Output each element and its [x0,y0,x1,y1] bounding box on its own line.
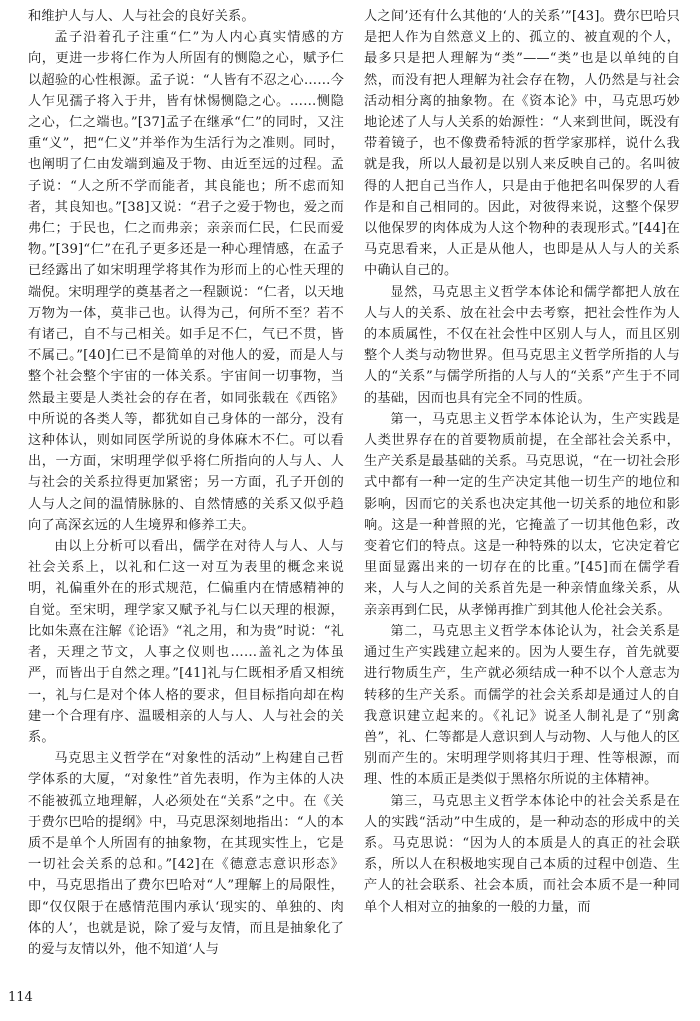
right-paragraph-4: 第二，马克思主义哲学本体论认为，社会关系是通过生产实践建立起来的。因为人要生存，首先就要进行物质生产，生产就必须结成一种不以个人意志为转移的生产关系。而儒学的社会关系却是通过人的自我意识建立起来的。《礼记》说圣人制礼是了“别禽兽”，礼、仁等都是人意识到人与动物、人与他人的区别而产生的。宋明理学则将其归于理、性等根源，而理、性的本质正是类似于黑格尔所说的主体精神。 [364,623,680,788]
right-paragraph-2: 显然，马克思主义哲学本体论和儒学都把人放在人与人的关系、放在社会中去考察，把社会性作为人的本质属性，不仅在社会性中区别人与人，而且区别整个人类与动物世界。但马克思主义哲学所指的人与人的“关系”与儒学所指的人与人的“关系”产生于不同的基础，因而也具有完全不同的性质。 [364,284,680,406]
right-column [364,6,680,918]
left-paragraph-1: 和维护人与人、人与社会的良好关系。 [28,9,255,24]
page-number: 114 [8,990,33,1005]
left-paragraph-3: 由以上分析可以看出，儒学在对待人与人、人与社会关系上，以礼和仁这一对互为表里的概念来说明，礼偏重外在的形式规范，仁偏重内在情感精神的自觉。至宋明，理学家又赋予礼与仁以天理的根源，比如朱熹在注解《论语》“礼之用，和为贵”时说：“礼者，天理之节文，人事之仪则也……盖礼之为体虽严，而皆出于自然之理。”[41]礼与仁既相矛盾又相统一，礼与仁是对个体人格的要求，但目标指向却在构建一个合理有序、温暖相亲的人与人、人与社会的关系。 [28,539,344,745]
right-paragraph-1: 人之间’还有什么其他的‘人的关系’”[43]。费尔巴哈只是把人作为自然意义上的、孤立的、被直观的个人，最多只是把人理解为“类”——“类”也是以单纯的自然，而没有把人理解为社会存在物，人仍然是与社会活动相分离的抽象物。在《资本论》中，马克思巧妙地论述了人与人关系的始源性：“人来到世间，既没有带着镜子，也不像费希特派的哲学家那样，说什么我就是我，所以人最初是以别人来反映自己的。名叫彼得的人把自己当作人，只是由于他把名叫保罗的人看作是和自己相同的。因此，对彼得来说，这整个保罗以他保罗的肉体成为人这个物种的表现形式。”[44]在马克思看来，人正是从他人，也即是从人与人的关系中确认自己的。 [364,9,680,279]
right-paragraph-3: 第一，马克思主义哲学本体论认为，生产实践是人类世界存在的首要物质前提，在全部社会关系中，生产关系是最基础的关系。马克思说，“在一切社会形式中都有一种一定的生产决定其他一切生产的地位和影响，因而它的关系也决定其他一切关系的地位和影响。这是一种普照的光，它掩盖了一切其他色彩，改变着它们的特点。这是一种特殊的以太，它决定着它里面显露出来的一切存在的比重。”[45]而在儒学看来，人与人之间的关系首先是一种亲情血缘关系，从亲亲再到仁民，从孝悌再推广到其他人伦社会关系。 [364,411,680,618]
left-paragraph-2: 孟子沿着孔子注重“仁”为人内心真实情感的方向，更进一步将仁作为人所固有的恻隐之心，赋予仁以超验的心性根源。孟子说：“人皆有不忍之心……今人乍见孺子将入于井，皆有怵惕恻隐之心。……恻隐之心，仁之端也。”[37]孟子在继承“仁”的同时，又注重“义”，把“仁义”并举作为生活行为之准则。同时，也阐明了仁由发端到遍及于物、由近至远的过程。孟子说：“人之所不学而能者，其良能也；所不虑而知者，其良知也。”[38]又说：“君子之爱于物也，爱之而弗仁；于民也，仁之而弗亲；亲亲而仁民，仁民而爱物。”[39]“仁”在孔子更多还是一种心理情感，在孟子已经露出了如宋明理学将其作为形而上的心性天理的端倪。宋明理学的奠基者之一程颢说：“仁者，以天地万物为一体，莫非己也。认得为己，何所不至？若不有诸己，自不与己相关。如手足不仁，气已不贯，皆不属己。”[40]仁已不是简单的对他人的爱，而是人与整个社会整个宇宙的一体关系。宇宙间一切事物，当然最主要是人类社会的存在者，如同张载在《西铭》中所说的各类人等，都犹如自己身体的一部分，没有这种体认，则如同医学所说的身体麻木不仁。可以看出，一方面，宋明理学似乎将仁所指向的人与人、人与社会的关系拉得更加紧密；另一方面，孔子开创的人与人之间的温情脉脉的、自然情感的关系又似乎趋向了高深玄远的人生境界和修养工夫。 [28,30,344,533]
left-paragraph-4: 马克思主义哲学在“对象性的活动”上构建自己哲学体系的大厦，“对象性”首先表明，作为主体的人决不能被孤立地理解，人必须处在“关系”之中。在《关于费尔巴哈的提纲》中，马克思深刻地指出：“人的本质不是单个人所固有的抽象物，在其现实性上，它是一切社会关系的总和。”[42]在《德意志意识形态》中，马克思指出了费尔巴哈对“人”理解上的局限性，即“仅仅限于在感情范围内承认‘现实的、单独的、肉体的人’，也就是说，除了爱与友情，而且是抽象化了的爱与友情以外，他不知道‘人与 [28,751,344,957]
right-paragraph-5: 第三，马克思主义哲学本体论中的社会关系是在人的实践“活动”中生成的，是一种动态的形成中的关系。马克思说：“因为人的本质是人的真正的社会联系，所以人在积极地实现自己本质的过程中创造、生产人的社会联系、社会本质，而社会本质不是一种同单个人相对立的抽象的一般的力量，而 [364,793,680,915]
left-column [28,6,344,960]
